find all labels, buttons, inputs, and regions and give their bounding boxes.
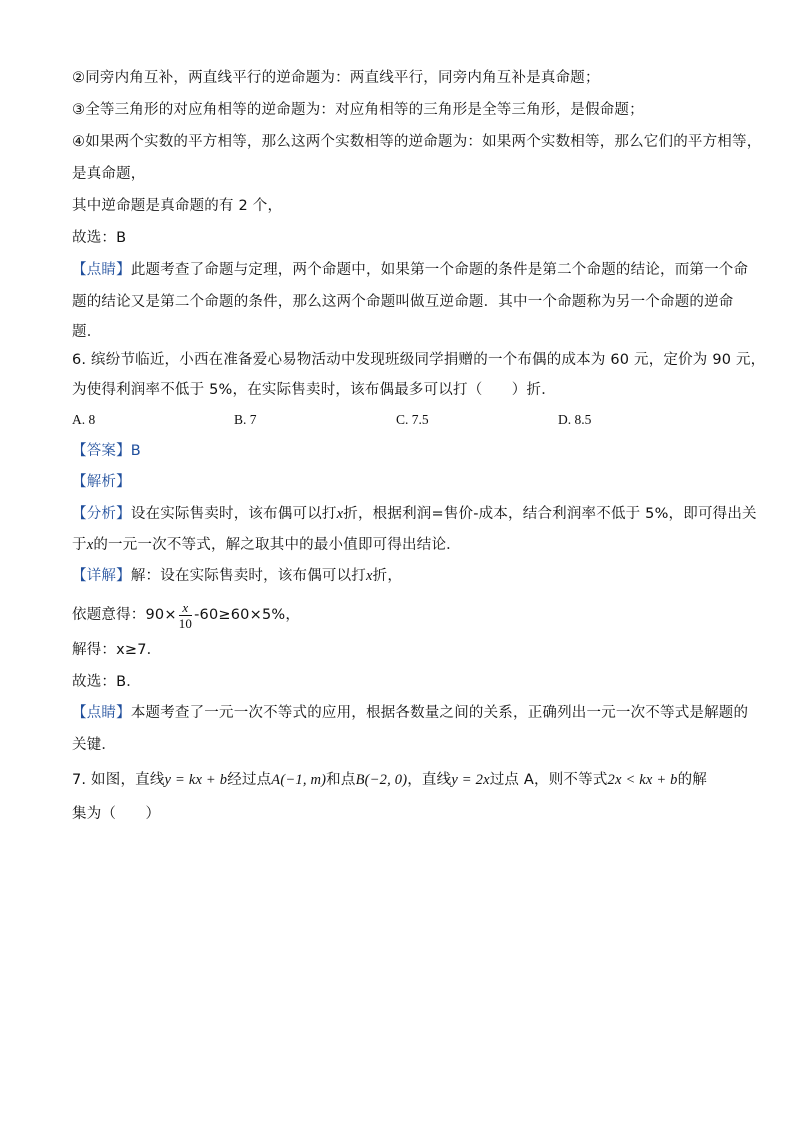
- option-a: A. 8: [72, 412, 96, 427]
- analysis-text: 设在实际售卖时，该布偶可以打: [130, 506, 337, 522]
- text-line: 题的结论又是第二个命题的条件，那么这两个命题叫做互逆命题．其中一个命题称为另一个命题的逆命: [72, 294, 734, 310]
- analysis-text: 折，根据利润=售价-成本，结合利润率不低于 5%，即可得出关: [343, 506, 757, 522]
- text-line: 题．: [72, 324, 102, 340]
- equation-line: [72, 598, 300, 632]
- detail-line: [72, 566, 402, 586]
- variable-x: x: [366, 568, 373, 584]
- point-a: A(−1, m): [271, 772, 327, 788]
- text-line: ③全等三角形的对应角相等的逆命题为：对应角相等的三角形是全等三角形，是假命题；: [72, 102, 644, 118]
- option-d: D. 8.5: [558, 412, 592, 427]
- question-text: 的解: [677, 772, 708, 788]
- analysis-line: [72, 535, 461, 555]
- option-b: B. 7: [234, 412, 257, 427]
- fraction: [179, 600, 192, 631]
- text-line: 关键．: [72, 737, 117, 753]
- analysis-line: [72, 504, 757, 524]
- text-line: ④如果两个实数的平方相等，那么这两个实数相等的逆命题为：如果两个实数相等，那么它们的平方相等，: [72, 134, 762, 150]
- variable-x: x: [86, 537, 94, 553]
- equation-text: -60≥60×5%，: [194, 607, 301, 623]
- solution-line: 解得：x≥7．: [72, 642, 162, 658]
- text-line: 是真命题，: [72, 166, 146, 182]
- analysis-text: 的一元一次不等式，解之取其中的最小值即可得出结论．: [93, 537, 461, 553]
- question-6-line: 为使得利润率不低于 5%，在实际售卖时，该布偶最多可以打（ ）折．: [72, 382, 556, 398]
- note-text: 本题考查了一元一次不等式的应用，根据各数量之间的关系，正确列出一元一次不等式是解题的: [130, 705, 749, 721]
- note-tag: 【点睛】: [72, 705, 131, 721]
- note-text: 此题考查了命题与定理，两个命题中，如果第一个命题的条件是第二个命题的结论，而第一个命: [130, 262, 749, 278]
- question-6-line: 6. 缤纷节临近，小西在准备爱心易物活动中发现班级同学捐赠的一个布偶的成本为 60 元，定价为 90 元，: [72, 352, 766, 368]
- answer-line: 【答案】B: [72, 443, 141, 459]
- note-line: [72, 703, 748, 723]
- fraction-numerator: x: [179, 600, 192, 616]
- equation-line-1: y = kx + b: [164, 772, 228, 788]
- question-text: 7. 如图，直线: [72, 772, 165, 788]
- analysis-text: 于: [72, 537, 87, 553]
- question-text: 和点: [326, 772, 356, 788]
- choice-line: 故选：B．: [72, 674, 141, 690]
- question-text: 过点 A，则不等式: [489, 772, 608, 788]
- text-line: ②同旁内角互补，两直线平行的逆命题为：两直线平行，同旁内角互补是真命题；: [72, 70, 600, 86]
- note-line: [72, 260, 748, 280]
- inequality: 2x < kx + b: [607, 772, 678, 788]
- note-tag: 【点睛】: [72, 262, 131, 278]
- equation-line-2: y = 2x: [451, 772, 490, 788]
- text-line: 故选：B: [72, 230, 127, 246]
- option-c: C. 7.5: [396, 412, 429, 427]
- analysis-heading: 【解析】: [72, 474, 131, 490]
- question-text: 经过点: [227, 772, 272, 788]
- variable-x: x: [336, 506, 344, 522]
- question-7-line: 集为（ ）: [72, 806, 161, 822]
- detail-text: 解：设在实际售卖时，该布偶可以打: [130, 568, 367, 584]
- question-text: ，直线: [407, 772, 452, 788]
- question-7-line: [72, 770, 707, 790]
- equation-text: 依题意得：90×: [72, 607, 177, 623]
- text-line: 其中逆命题是真命题的有 2 个，: [72, 198, 283, 214]
- fraction-denominator: 10: [178, 615, 193, 631]
- point-b: B(−2, 0): [355, 772, 408, 788]
- analysis-tag: 【分析】: [72, 506, 131, 522]
- detail-tag: 【详解】: [72, 568, 131, 584]
- detail-text: 折，: [372, 568, 403, 584]
